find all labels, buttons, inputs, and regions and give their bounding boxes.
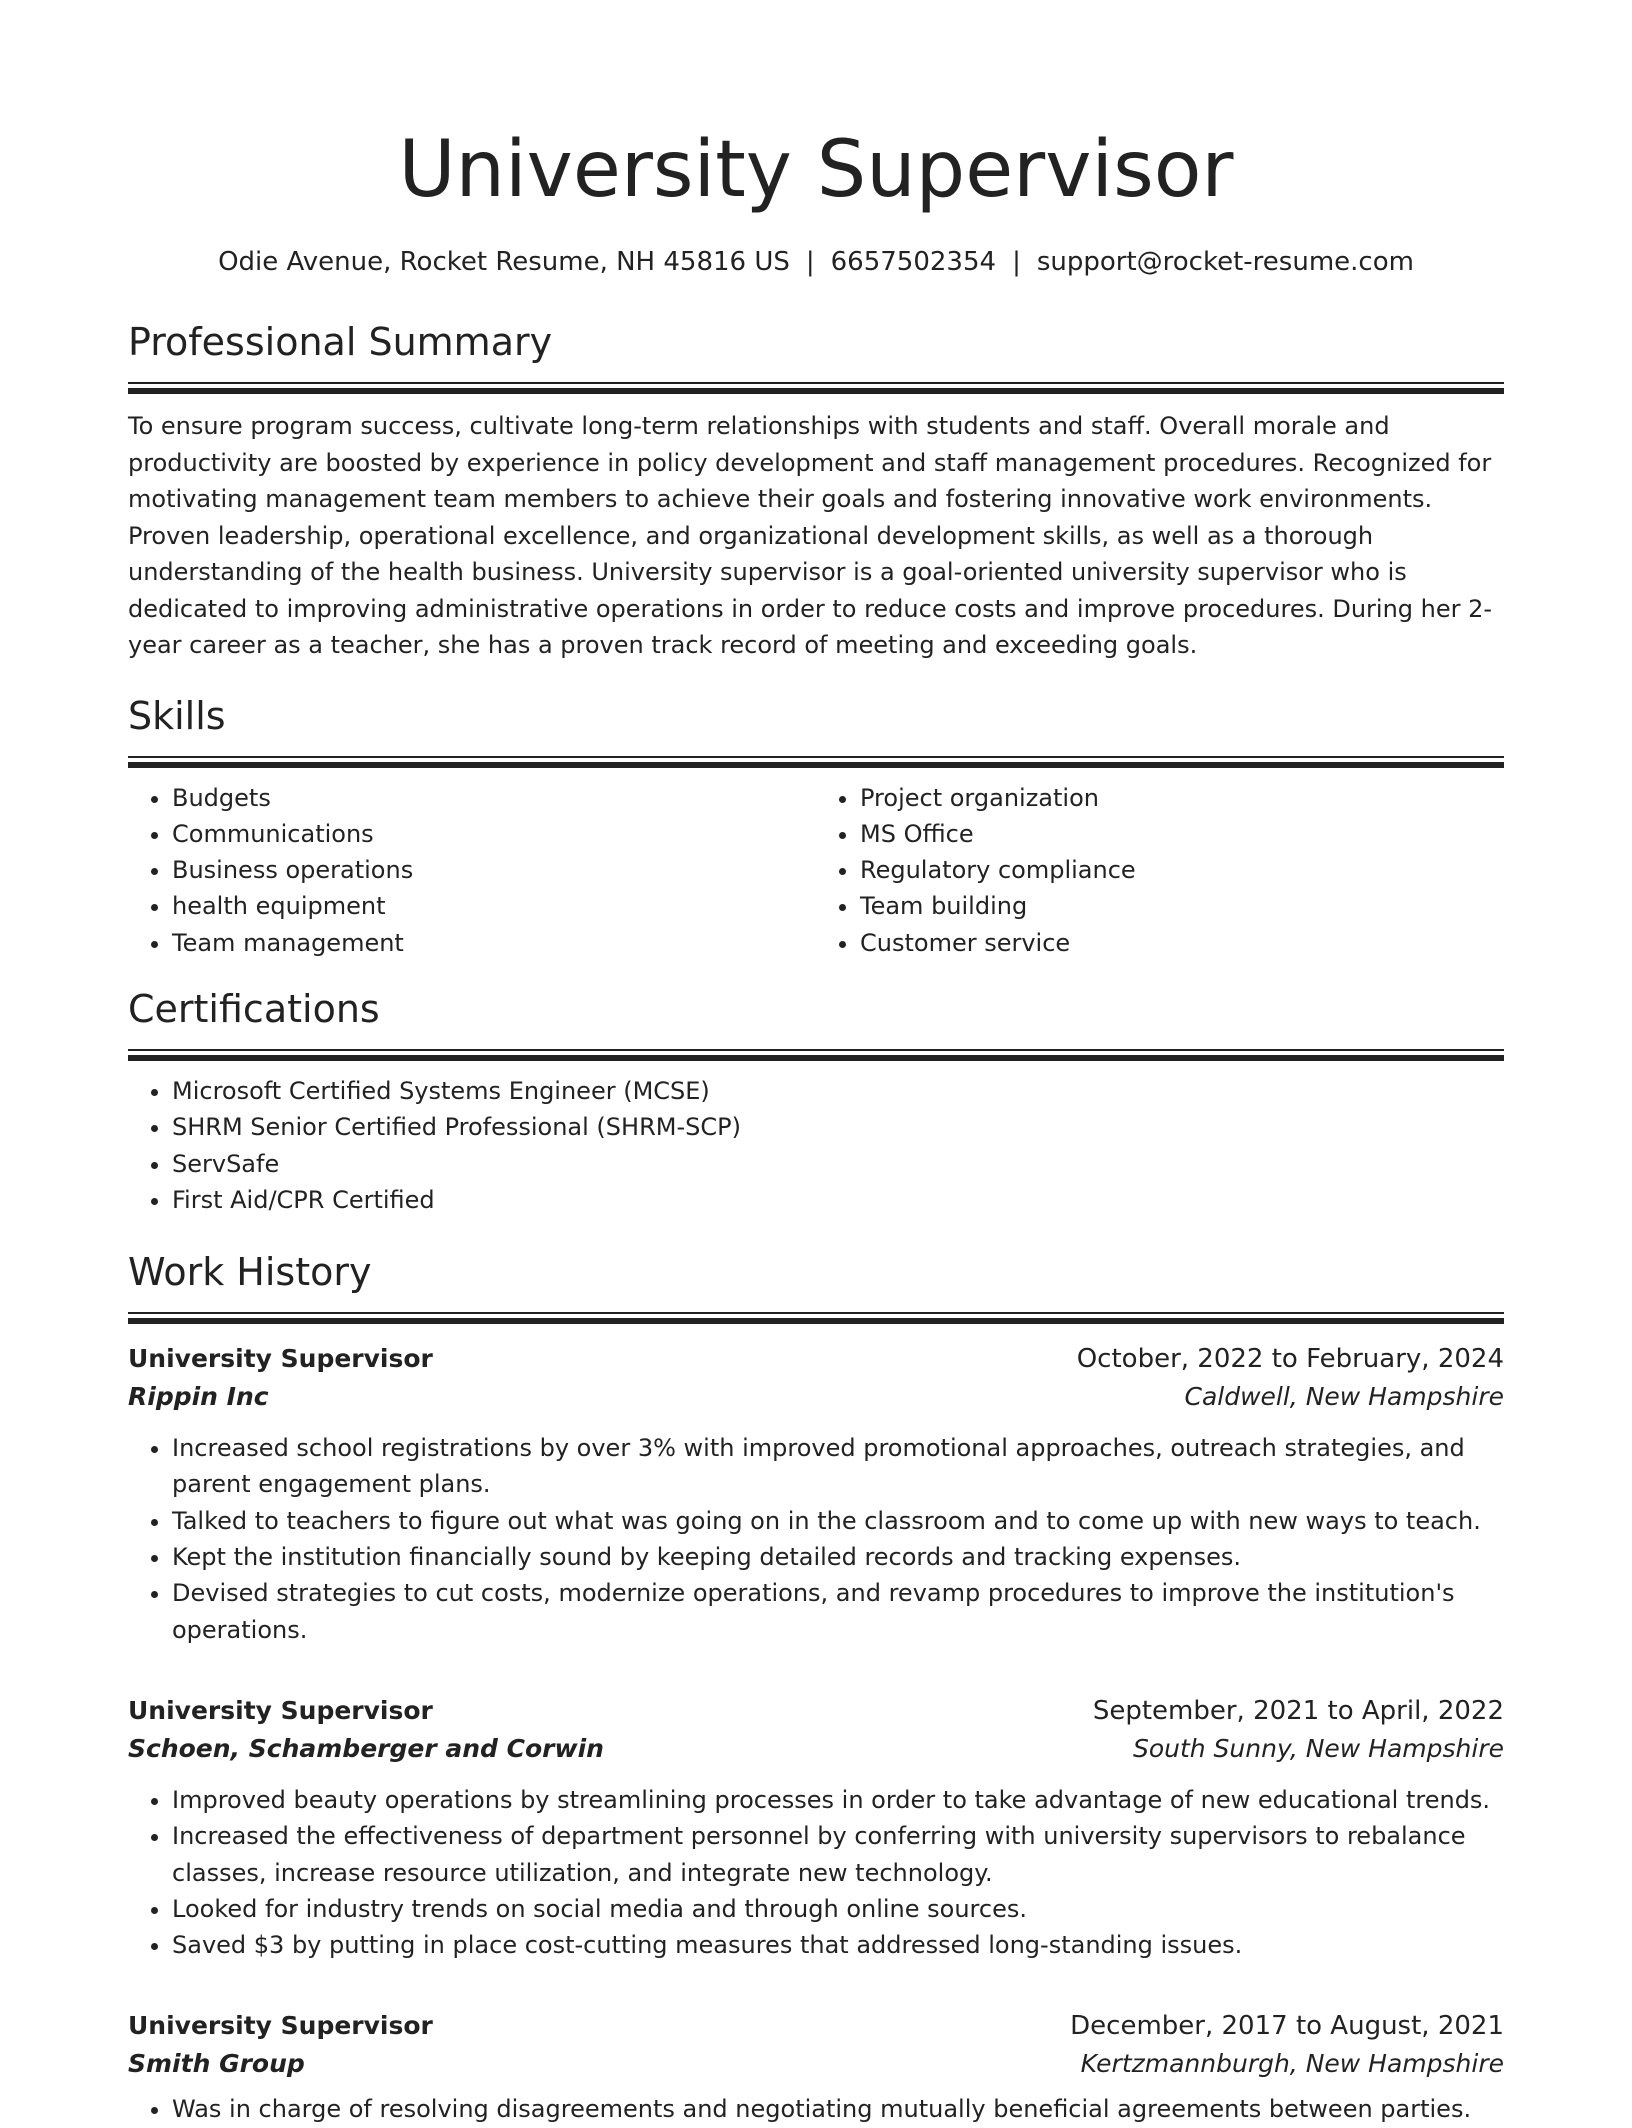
job-bullet: • Improved beauty operations by streamlining processes in order to take advantage of new educational trends. [172, 1782, 1504, 1818]
job-entry [128, 1340, 1504, 1648]
skill-item: • Customer service [860, 925, 1504, 961]
skills-grid [128, 780, 1504, 961]
certification-item: • ServSafe [172, 1146, 1504, 1182]
job-dates: October, 2022 to February, 2024 [1076, 1344, 1504, 1375]
job-bullets [128, 1782, 1504, 1963]
job-bullet: • Saved $3 by putting in place cost-cutting measures that addressed long-standing issues. [172, 1927, 1504, 1963]
job-bullet: • Was in charge of resolving disagreements and negotiating mutually beneficial agreements between parties. [172, 2091, 1504, 2127]
summary-text: To ensure program success, cultivate long-term relationships with students and staff. Overall morale and productivity are boosted by experience in policy development and staff management procedures. Recognized for motivating management team members to achieve their goals and fostering innovative work environments. Proven leadership, operational excellence, and organizational development skills, as well as a thorough understanding of the health business. University supervisor is a goal-oriented university supervisor who is dedicated to improving administrative operations in order to reduce costs and improve procedures. During her 2-year career as a teacher, she has a proven track record of meeting and exceeding goals. [128, 412, 1493, 659]
skill-item: • health equipment [172, 888, 816, 924]
section-heading: Certifications [128, 986, 380, 1031]
job-subheader [128, 1378, 1504, 1416]
skills-list-left [128, 780, 816, 961]
job-entry [128, 2007, 1504, 2127]
job-company: Schoen, Schamberger and Corwin [128, 1733, 604, 1763]
contact-address: Odie Avenue, Rocket Resume, NH 45816 US [218, 247, 790, 277]
job-bullets [128, 1430, 1504, 1648]
job-header [128, 2007, 1504, 2045]
job-location: Caldwell, New Hampshire [1184, 1382, 1504, 1412]
skill-item: • Team management [172, 925, 816, 961]
contact-separator: | [805, 247, 815, 277]
certifications-section [128, 985, 1504, 1218]
resume-name: University Supervisor [398, 125, 1234, 215]
job-title: University Supervisor [128, 2011, 433, 2041]
job-subheader [128, 2045, 1504, 2083]
job-subheader [128, 1730, 1504, 1768]
job-location: South Sunny, New Hampshire [1132, 1733, 1504, 1763]
section-heading: Work History [128, 1250, 372, 1295]
professional-summary-section [128, 318, 1504, 664]
skills-list-right [816, 780, 1504, 961]
job-bullet: • Increased the effectiveness of department personnel by conferring with university supervisors to rebalance classes, increase resource utilization, and integrate new technology. [172, 1818, 1504, 1891]
skill-item: • MS Office [860, 816, 1504, 852]
certifications-list [128, 1073, 1504, 1218]
job-header [128, 1340, 1504, 1378]
job-location: Kertzmannburgh, New Hampshire [1080, 2049, 1504, 2079]
job-title: University Supervisor [128, 1695, 433, 1725]
skill-item: • Team building [860, 888, 1504, 924]
job-header [128, 1692, 1504, 1730]
job-title: University Supervisor [128, 1344, 433, 1374]
section-divider [128, 1312, 1504, 1324]
skill-item: • Business operations [172, 852, 816, 888]
contact-phone: 6657502354 [830, 247, 997, 277]
job-dates: December, 2017 to August, 2021 [1070, 2011, 1504, 2042]
job-entry [128, 1692, 1504, 1963]
work-history-section [128, 1248, 1504, 2128]
contact-line [128, 244, 1504, 280]
job-company: Smith Group [128, 2049, 305, 2079]
certification-item: • Microsoft Certified Systems Engineer (MCSE) [172, 1073, 1504, 1109]
job-bullets [128, 2091, 1504, 2127]
skill-item: • Project organization [860, 780, 1504, 816]
job-bullet: • Talked to teachers to figure out what was going on in the classroom and to come up with new ways to teach. [172, 1503, 1504, 1539]
certification-item: • First Aid/CPR Certified [172, 1182, 1504, 1218]
skill-item: • Communications [172, 816, 816, 852]
job-bullet: • Kept the institution financially sound by keeping detailed records and tracking expenses. [172, 1539, 1504, 1575]
section-divider [128, 382, 1504, 394]
job-dates: September, 2021 to April, 2022 [1092, 1695, 1504, 1726]
skill-item: • Regulatory compliance [860, 852, 1504, 888]
job-bullet: • Devised strategies to cut costs, modernize operations, and revamp procedures to improve the institution's operations. [172, 1575, 1504, 1648]
job-bullet: • Looked for industry trends on social media and through online sources. [172, 1891, 1504, 1927]
contact-email[interactable]: support@rocket-resume.com [1036, 247, 1414, 277]
section-heading: Skills [128, 693, 226, 738]
section-divider [128, 1049, 1504, 1061]
section-divider [128, 756, 1504, 768]
contact-separator: | [1012, 247, 1021, 277]
skill-item: • Budgets [172, 780, 816, 816]
job-bullet: • Increased school registrations by over 3% with improved promotional approaches, outreach strategies, and parent engagement plans. [172, 1430, 1504, 1503]
section-heading: Professional Summary [128, 320, 553, 364]
skills-section [128, 692, 1504, 961]
job-company: Rippin Inc [128, 1382, 269, 1412]
certification-item: • SHRM Senior Certified Professional (SHRM-SCP) [172, 1109, 1504, 1145]
